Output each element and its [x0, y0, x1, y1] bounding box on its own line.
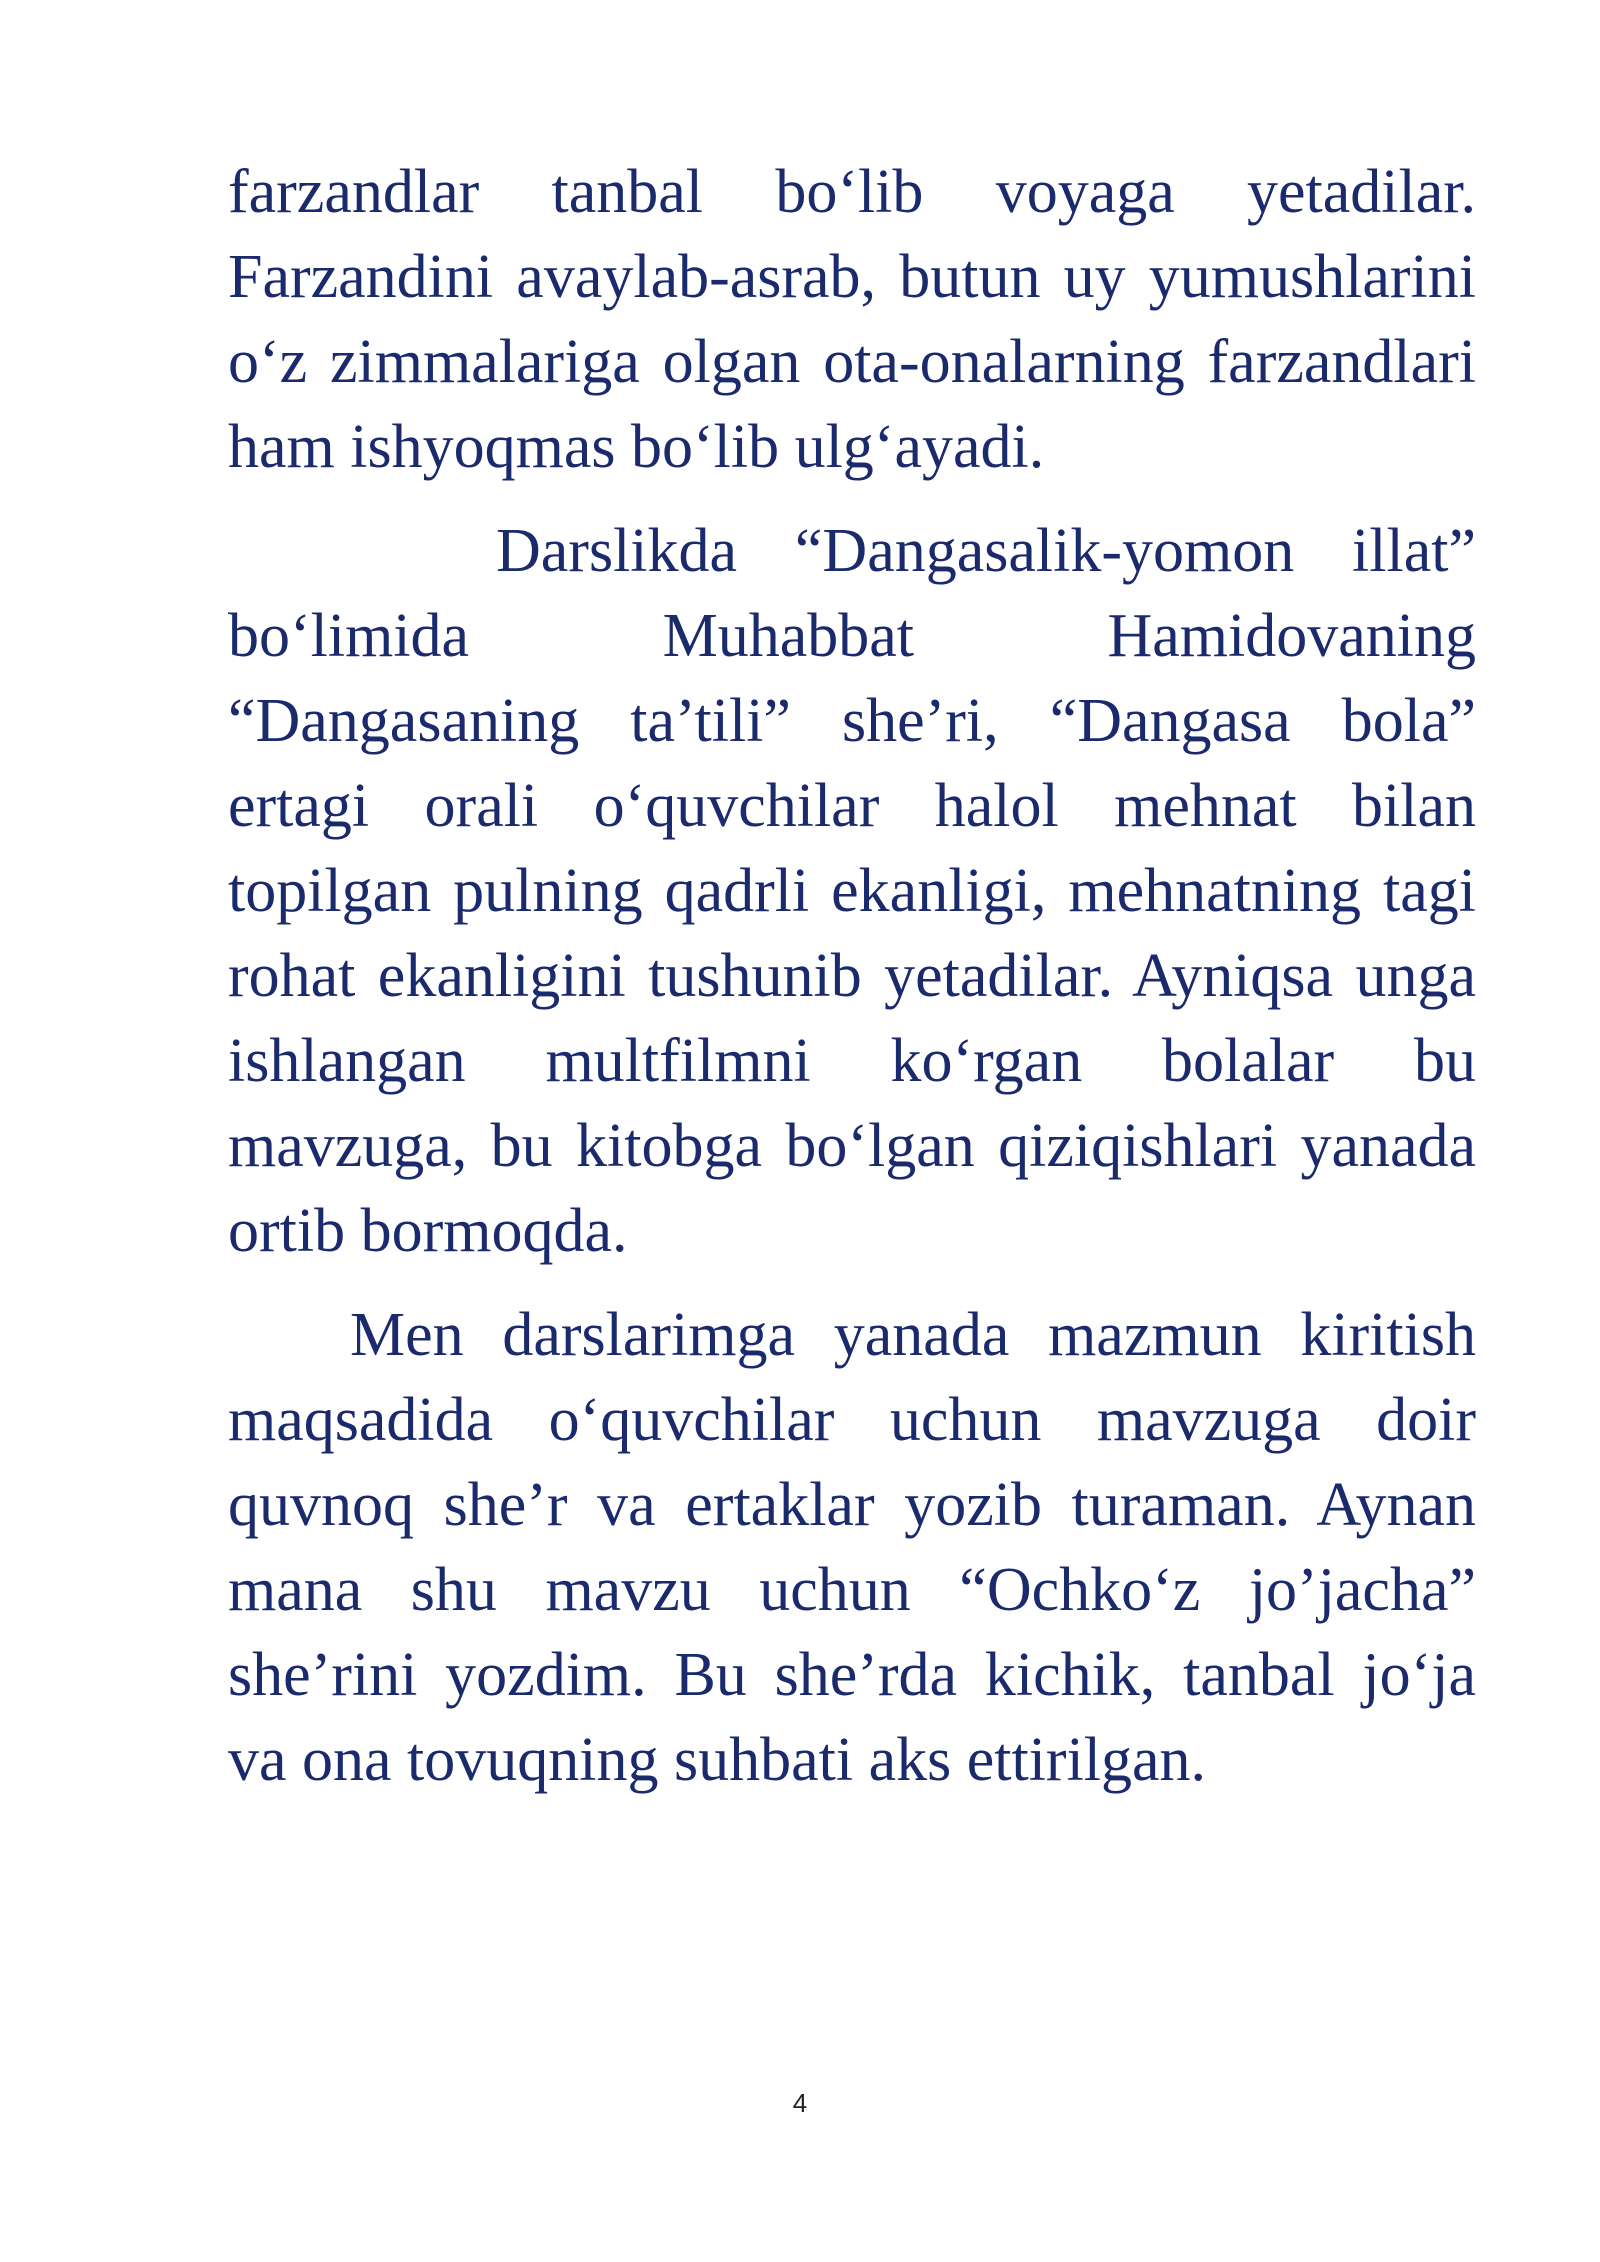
- page-number: 4: [792, 2088, 808, 2118]
- text-line: ishlangan multfilmni ko‘rgan bolalar bu: [228, 1027, 1476, 1095]
- text-line: va ona tovuqning suhbati aks ettirilgan.: [228, 1726, 1207, 1794]
- text-line: quvnoq she’r va ertaklar yozib turaman. Aynan: [228, 1471, 1476, 1539]
- text-line: ertagi orali o‘quvchilar halol mehnat bilan: [228, 772, 1476, 840]
- text-line: Farzandini avaylab-asrab, butun uy yumushlarini: [228, 243, 1476, 311]
- text-line: o‘z zimmalariga olgan ota-onalarning farzandlari: [228, 328, 1476, 396]
- text-line: bo‘limida Muhabbat Hamidovaning: [228, 602, 1476, 670]
- text-line: Darslikda “Dangasalik-yomon illat”: [496, 517, 1476, 585]
- text-line: topilgan pulning qadrli ekanligi, mehnatning tagi: [228, 857, 1476, 925]
- text-line: mana shu mavzu uchun “Ochko‘z jo’jacha”: [228, 1556, 1476, 1624]
- text-line: “Dangasaning ta’tili” she’ri, “Dangasa bola”: [228, 687, 1476, 755]
- text-line: Men darslarimga yanada mazmun kiritish: [350, 1301, 1476, 1369]
- paragraph-2: [228, 509, 1476, 1274]
- body-text: [228, 150, 1476, 1803]
- text-line: she’rini yozdim. Bu she’rda kichik, tanbal jo‘ja: [228, 1641, 1476, 1709]
- paragraph-1: [228, 150, 1476, 490]
- text-line: ham ishyoqmas bo‘lib ulg‘ayadi.: [228, 413, 1045, 481]
- text-line: mavzuga, bu kitobga bo‘lgan qiziqishlari yanada: [228, 1112, 1476, 1180]
- text-line: farzandlar tanbal bo‘lib voyaga yetadilar.: [228, 158, 1476, 226]
- paragraph-3: [228, 1293, 1476, 1803]
- text-line: ortib bormoqda.: [228, 1197, 628, 1265]
- text-line: rohat ekanligini tushunib yetadilar. Ayniqsa unga: [228, 942, 1476, 1010]
- text-line: maqsadida o‘quvchilar uchun mavzuga doir: [228, 1386, 1476, 1454]
